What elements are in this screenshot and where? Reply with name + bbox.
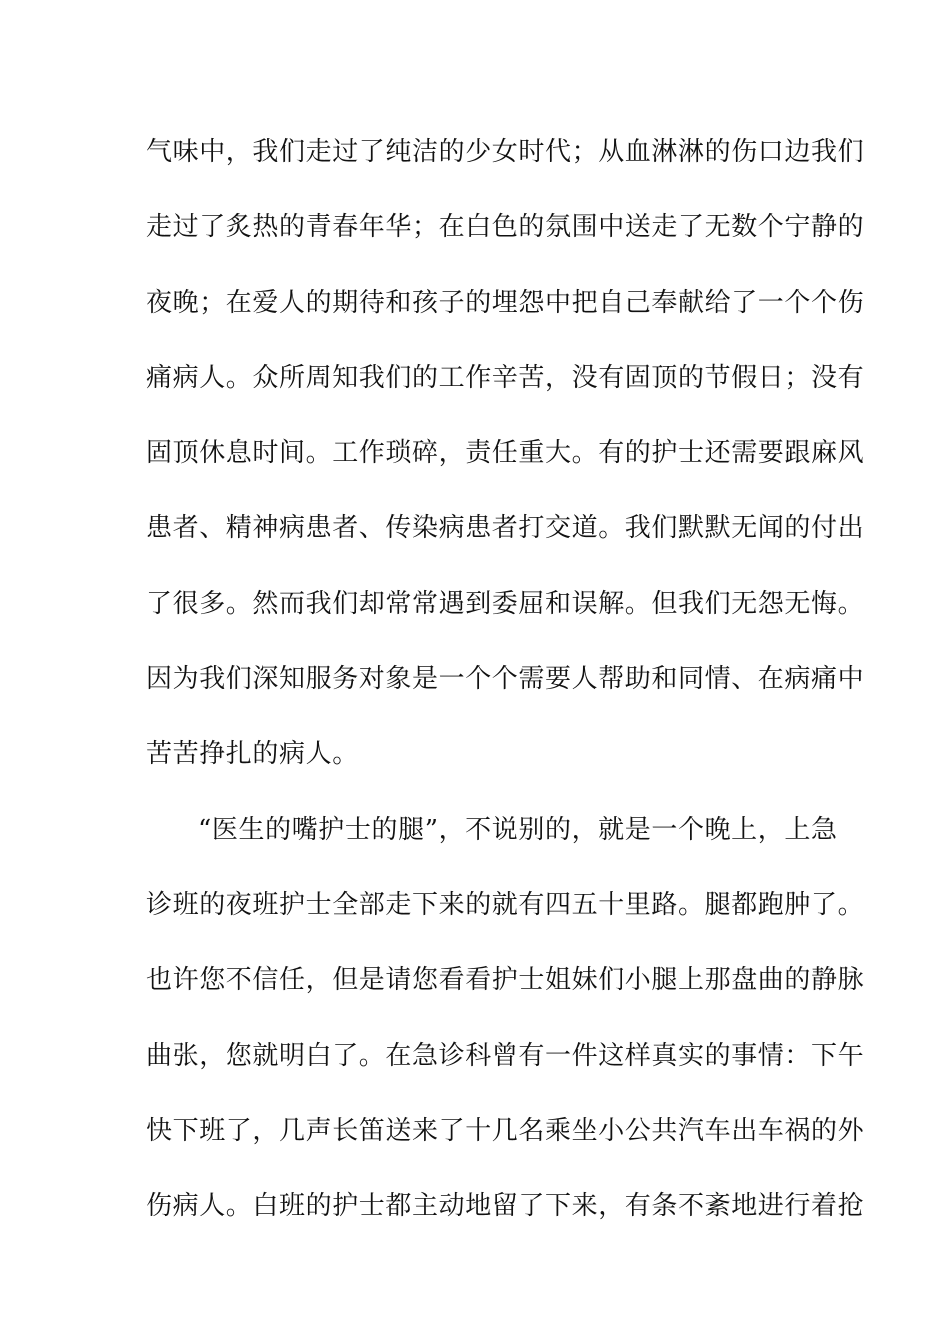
text-line: 夜晚；在爱人的期待和孩子的埋怨中把自己奉献给了一个个伤 [146,287,865,318]
paragraph-start-line: “医生的嘴护士的腿”，不说别的，就是一个晚上，上急 [198,814,838,845]
text-line: 痛病人。众所周知我们的工作辛苦，没有固顶的节假日；没有 [146,362,865,393]
text-line: 曲张，您就明白了。在急诊科曾有一件这样真实的事情：下午 [146,1040,865,1071]
text-line: 快下班了，几声长笛送来了十几名乘坐小公共汽车出车祸的外 [146,1115,865,1146]
text-line: 固顶休息时间。工作琐碎，责任重大。有的护士还需要跟麻风 [146,438,865,469]
text-line: 走过了炙热的青春年华；在白色的氛围中送走了无数个宁静的 [146,212,865,243]
text-line: 诊班的夜班护士全部走下来的就有四五十里路。腿都跑肿了。 [146,889,865,920]
text-line: 气味中，我们走过了纯洁的少女时代；从血淋淋的伤口边我们 [146,137,865,167]
text-line: 了很多。然而我们却常常遇到委屈和误解。但我们无怨无悔。 [146,588,865,619]
text-line: 伤病人。白班的护士都主动地留了下来，有条不紊地进行着抢 [146,1191,865,1222]
text-line: 因为我们深知服务对象是一个个需要人帮助和同情、在病痛中 [146,664,865,695]
text-line: 也许您不信任，但是请您看看护士姐妹们小腿上那盘曲的静脉 [146,965,865,996]
text-line: 患者、精神病患者、传染病患者打交道。我们默默无闻的付出 [146,513,865,544]
body-text [146,115,865,1244]
text-line: 苦苦挣扎的病人。 [146,739,359,770]
